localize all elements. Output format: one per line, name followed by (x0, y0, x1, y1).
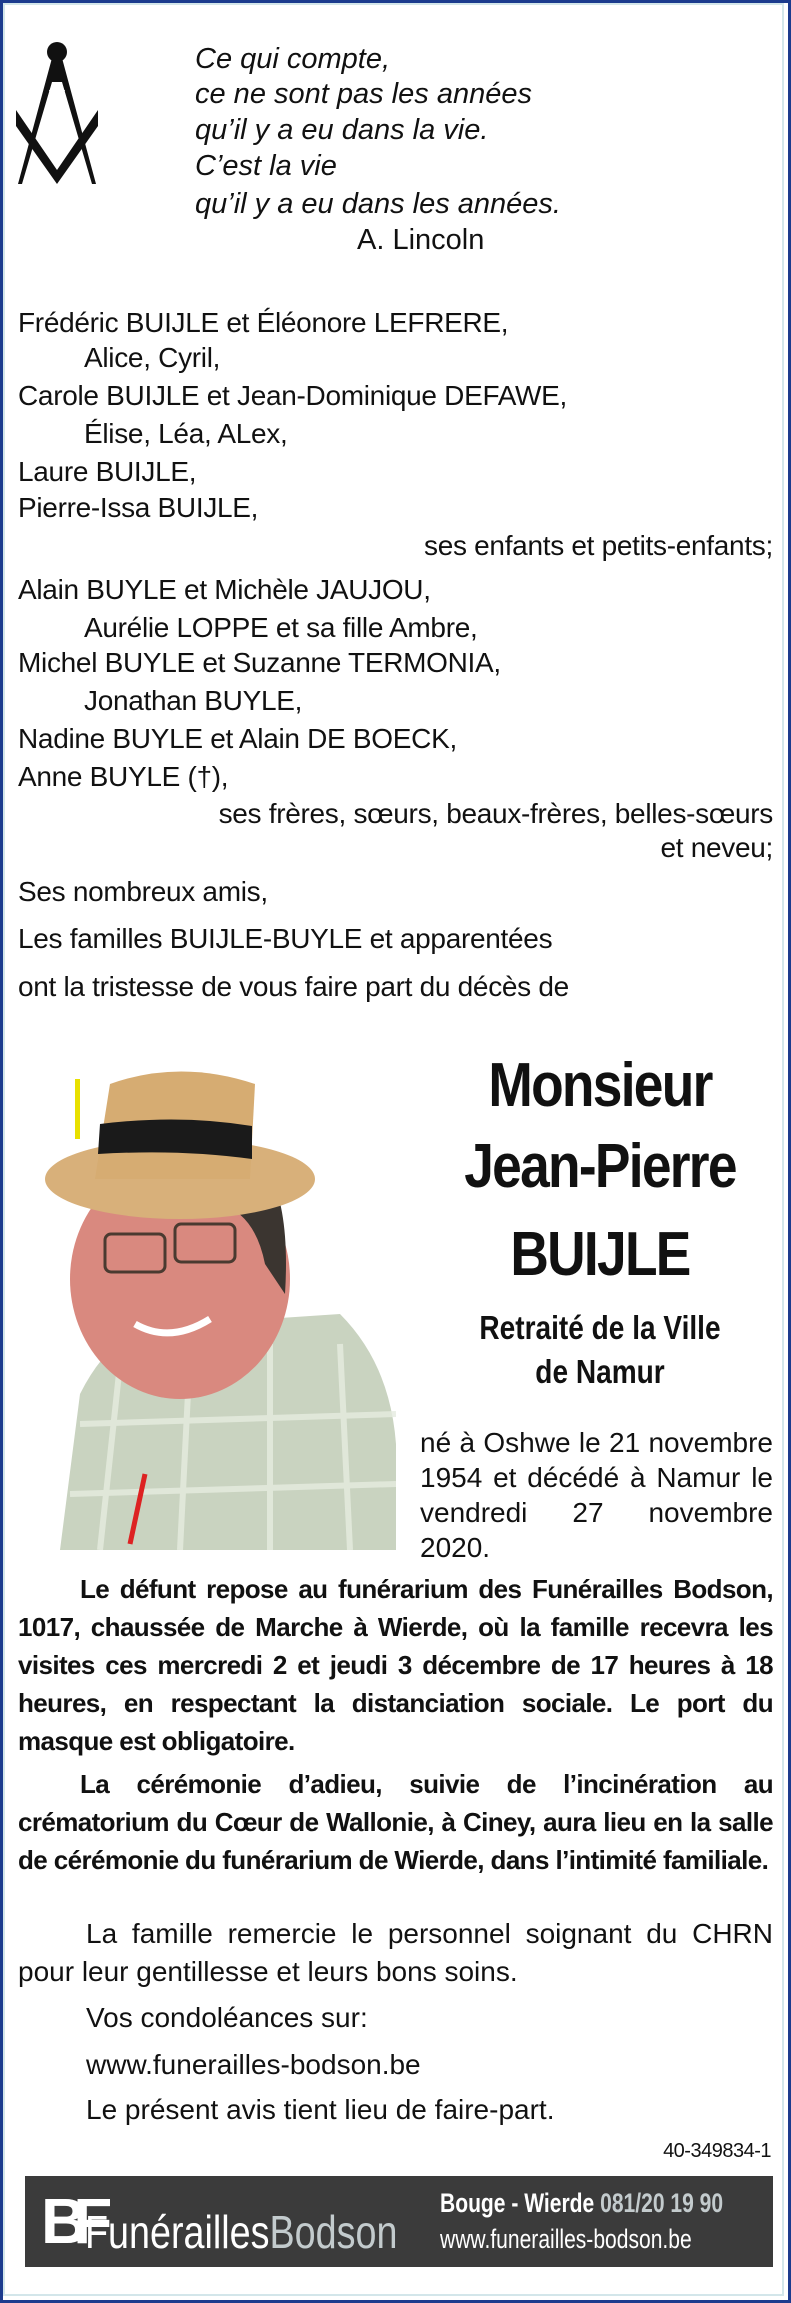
families-line: Les familles BUIJLE-BUYLE et apparentées (18, 923, 553, 954)
quote-line: qu’il y a eu dans les années. (195, 188, 561, 220)
family-member: Jonathan BUYLE, (84, 685, 303, 716)
brand-name (85, 2204, 397, 2260)
brand-name-part-1: Funérailles (85, 2206, 270, 2258)
quote-line: ce ne sont pas les années (195, 78, 532, 110)
phone-number: 081/20 19 90 (600, 2188, 724, 2218)
ceremony-text: La cérémonie d’adieu, suivie de l’incinération au crématorium du Cœur de Wallonie, à Ciney, aura lieu en la salle de cérémonie du funérarium de Wierde, dans l’intimité familiale. (18, 1769, 773, 1875)
family-member: Nadine BUYLE et Alain DE BOECK, (18, 723, 457, 754)
footer-website-link[interactable]: www.funerailles-bodson.be (440, 2224, 692, 2254)
family-member: Michel BUYLE et Suzanne TERMONIA, (18, 647, 501, 678)
footer-banner (25, 2176, 773, 2267)
deceased-title: Monsieur (488, 1051, 712, 1120)
deceased-last-name: BUIJLE (510, 1220, 690, 1289)
family-member: Élise, Léa, ALex, (84, 418, 288, 449)
family-member: Alain BUYLE et Michèle JAUJOU, (18, 574, 431, 605)
family-member: Anne BUYLE (†), (18, 761, 229, 792)
contact-line (440, 2186, 723, 2220)
quote-line: Ce qui compte, (195, 43, 391, 75)
deceased-role-2: de Namur (535, 1353, 665, 1390)
family-member: Carole BUIJLE et Jean-Dominique DEFAWE, (18, 380, 568, 411)
siblings-label-2: et neveu; (660, 832, 773, 863)
quote-author: A. Lincoln (357, 224, 485, 256)
thanks-text: La famille remercie le personnel soignant du CHRN pour leur gentillesse et leurs bons soins. (18, 1918, 773, 1987)
brand-name-part-2: Bodson (269, 2206, 398, 2258)
family-member: Laure BUIJLE, (18, 456, 197, 487)
family-member: Pierre-Issa BUIJLE, (18, 492, 259, 523)
family-member: Aurélie LOPPE et sa fille Ambre, (84, 612, 478, 643)
children-label: ses enfants et petits-enfants; (424, 530, 773, 561)
condolences-link[interactable]: www.funerailles-bodson.be (86, 2049, 421, 2080)
portrait-photo (40, 1064, 396, 1550)
quote-line: C’est la vie (195, 150, 337, 182)
quote-line: qu’il y a eu dans la vie. (195, 114, 489, 146)
announcement-line: ont la tristesse de vous faire part du décès de (18, 971, 569, 1002)
deceased-role: Retraité de la Ville (479, 1309, 721, 1346)
ceremony-paragraph (18, 1765, 773, 1879)
visitation-paragraph (18, 1570, 773, 1760)
visitation-text: Le défunt repose au funérarium des Funérailles Bodson, 1017, chaussée de Marche à Wierde, où la famille recevra les visites ces mercredi 2 et jeudi 3 décembre de 17 heures à 18 heures, en respectant la distanciation sociale. Le port du masque est obligatoire. (18, 1574, 773, 1756)
bodson-logo-icon: BF (41, 2185, 99, 2257)
siblings-label: ses frères, sœurs, beaux-frères, belles-sœurs (218, 798, 773, 829)
family-member: Alice, Cyril, (84, 342, 221, 373)
notice-text: Le présent avis tient lieu de faire-part. (86, 2094, 555, 2125)
square-and-compass-icon (16, 40, 98, 188)
condolences-label: Vos condoléances sur: (86, 2002, 368, 2033)
deceased-first-name: Jean-Pierre (464, 1132, 736, 1201)
family-member: Frédéric BUIJLE et Éléonore LEFRERE, (18, 307, 509, 338)
birth-death-text: né à Oshwe le 21 novembre 1954 et décédé à Namur le vendredi 27 novembre 2020. (420, 1427, 773, 1563)
thanks-paragraph (18, 1915, 773, 1991)
friends-line: Ses nombreux amis, (18, 876, 268, 907)
reference-number: 40-349834-1 (663, 2140, 771, 2162)
locations: Bouge - Wierde (440, 2188, 595, 2218)
